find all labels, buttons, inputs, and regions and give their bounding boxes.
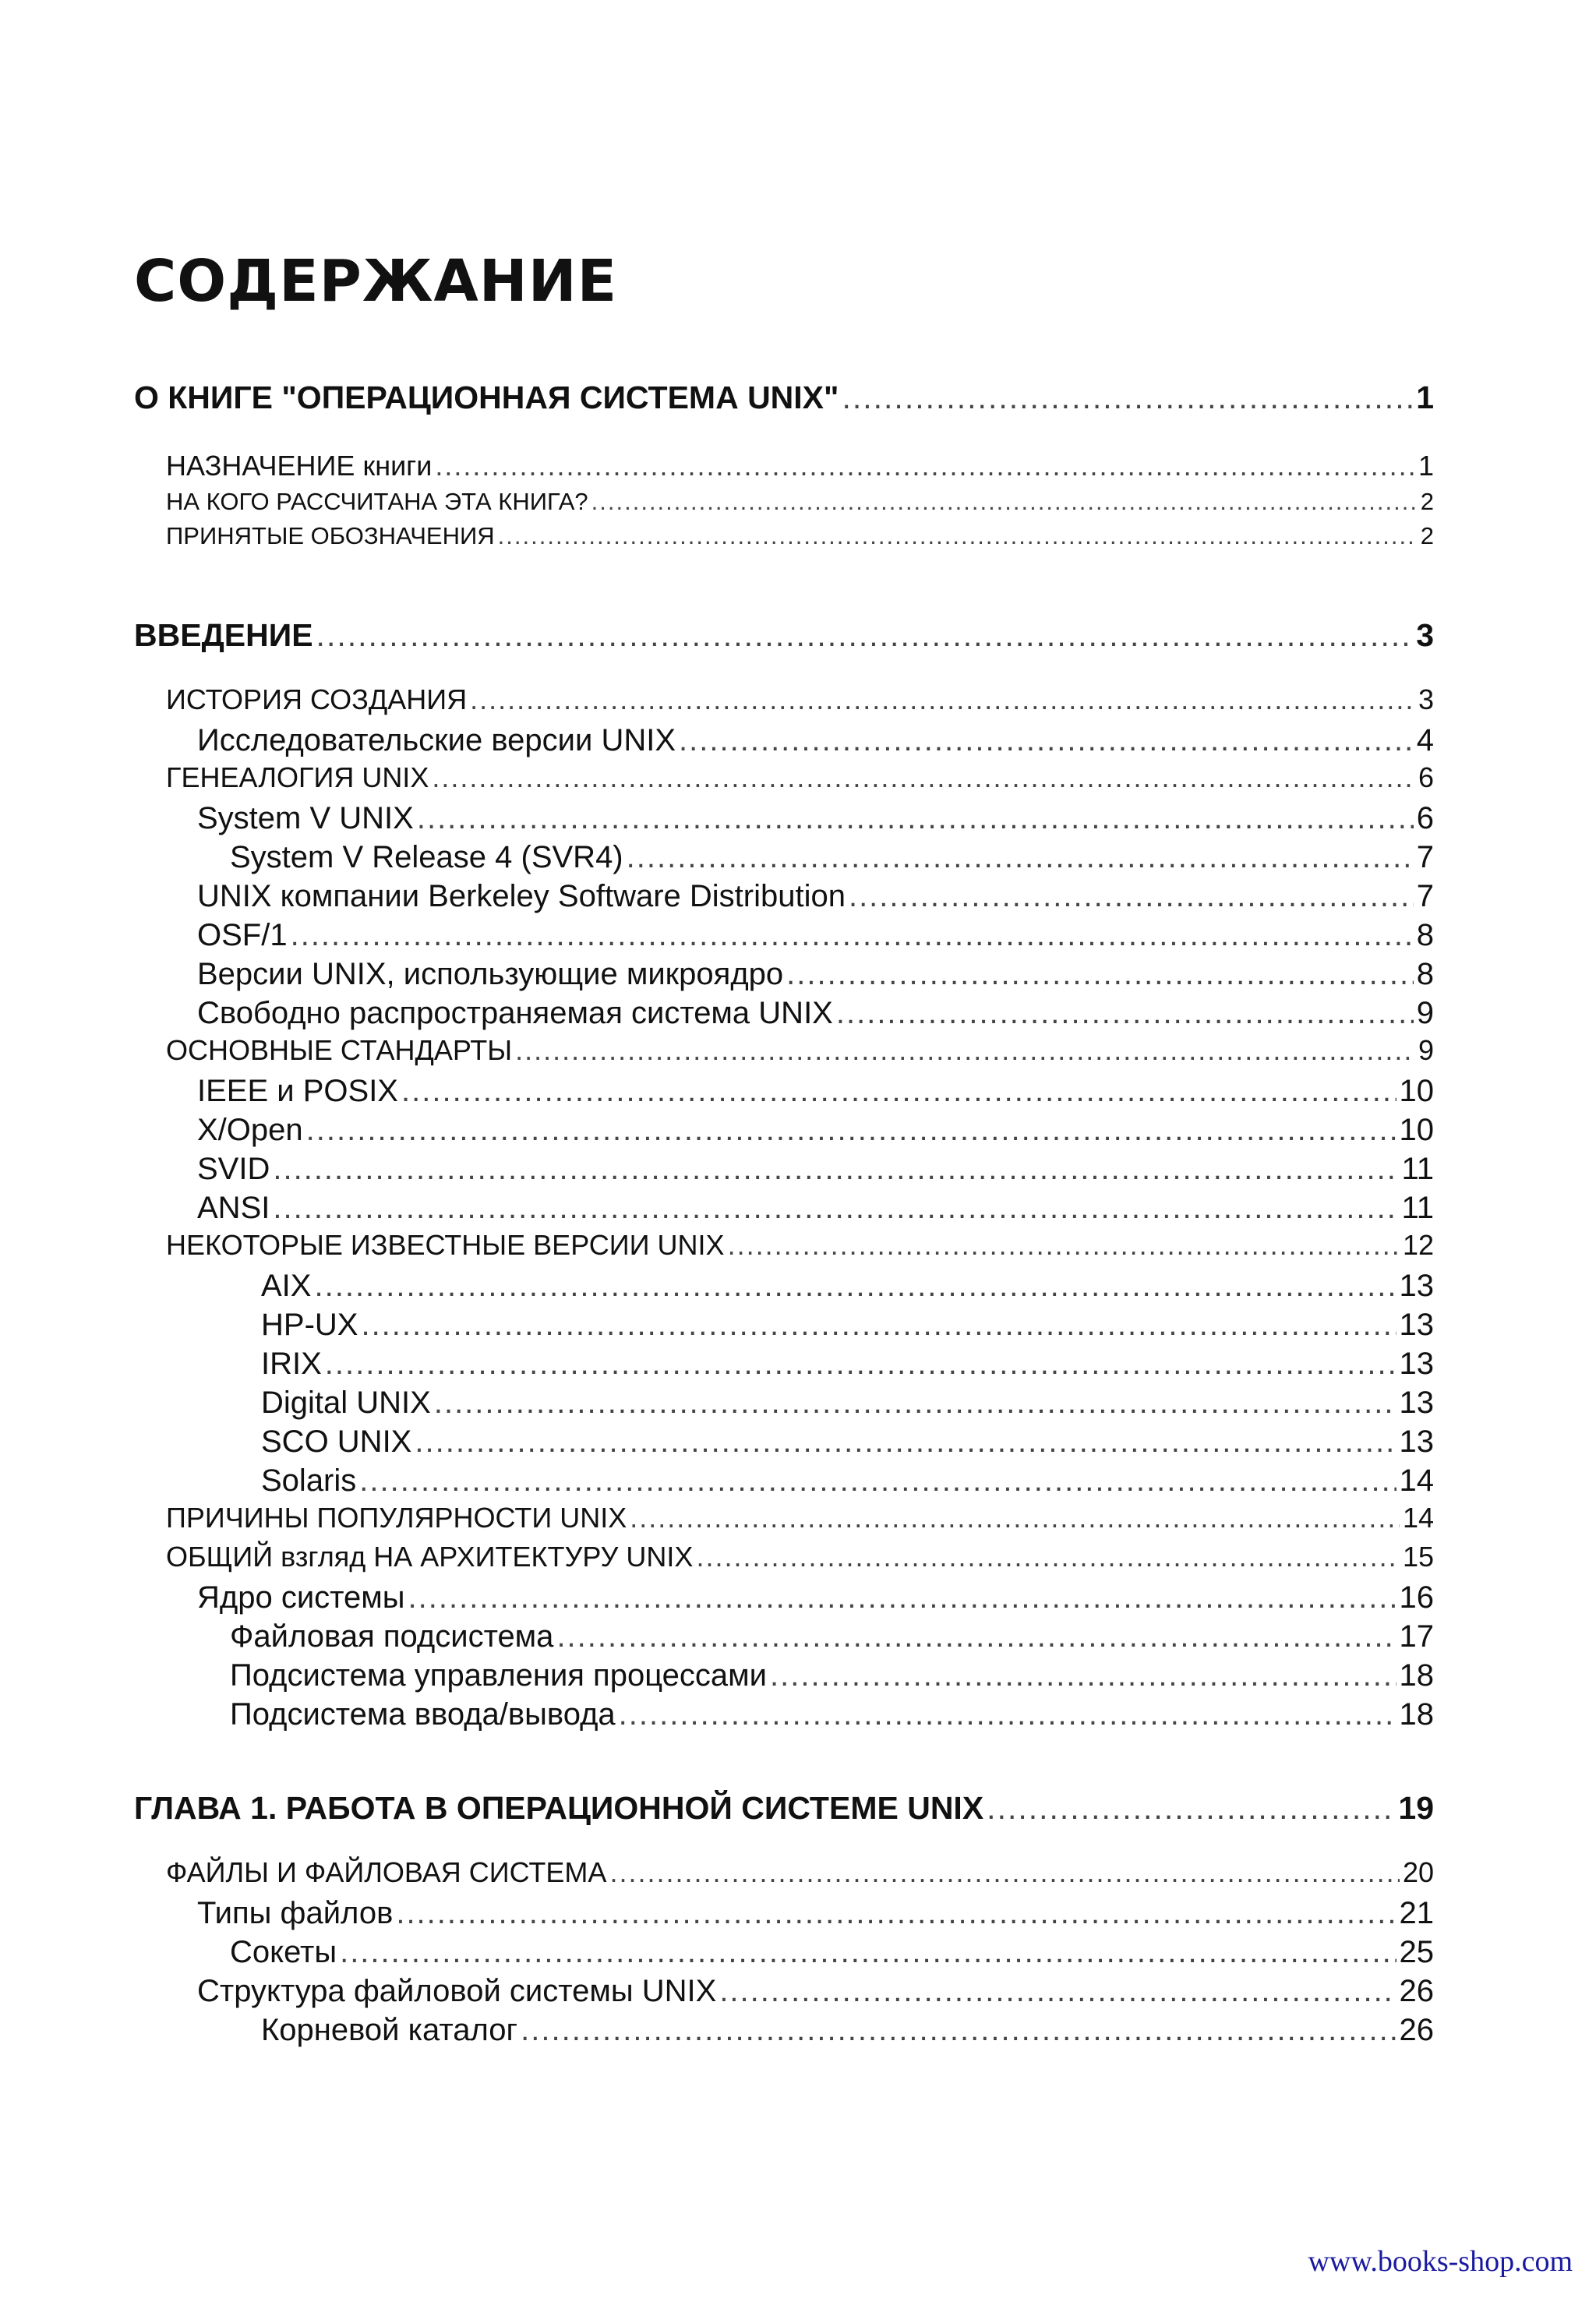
dot-leader	[770, 1660, 1396, 1691]
dot-leader	[401, 1075, 1396, 1107]
toc-entry-page: 7	[1416, 840, 1434, 874]
dot-leader	[306, 1114, 1396, 1146]
toc-chapter-entry[interactable]	[134, 382, 1434, 414]
dot-leader	[619, 1699, 1396, 1730]
dot-leader	[836, 997, 1414, 1029]
dot-leader	[609, 1859, 1400, 1887]
dot-leader	[696, 1543, 1400, 1571]
toc-entry-label: О КНИГЕ "ОПЕРАЦИОННАЯ СИСТЕМА UNIX"	[134, 380, 839, 415]
toc-entry-label: Файловая подсистема	[230, 1619, 554, 1654]
toc-entry-label: ПРИНЯТЫЕ ОБОЗНАЧЕНИЯ	[166, 522, 495, 549]
toc-entry-label: Solaris	[261, 1463, 357, 1498]
toc-entry-page: 1	[1416, 380, 1434, 415]
toc-entry[interactable]	[230, 1660, 1434, 1691]
toc-entry[interactable]	[197, 1114, 1434, 1146]
toc-entry-label: Версии UNIX, использующие микроядро	[197, 957, 784, 991]
dot-leader	[325, 1348, 1396, 1379]
toc-entry-label: ГЛАВА 1. РАБОТА В ОПЕРАЦИОННОЙ СИСТЕМЕ UNIX	[134, 1790, 984, 1826]
toc-entry-label: ВВЕДЕНИЕ	[134, 617, 313, 653]
toc-entry[interactable]	[166, 1036, 1434, 1064]
dot-leader	[316, 620, 1414, 651]
dot-leader	[434, 1387, 1396, 1418]
toc-entry[interactable]	[166, 1543, 1434, 1571]
toc-entry-page: 3	[1418, 683, 1434, 715]
toc-entry[interactable]	[166, 1856, 1434, 1888]
toc-entry[interactable]	[197, 1075, 1434, 1107]
toc-entry-label: AIX	[261, 1269, 312, 1303]
dot-leader	[361, 1309, 1396, 1340]
toc-entry[interactable]	[261, 1426, 1434, 1457]
toc-entry-label: ПРИЧИНЫ ПОПУЛЯРНОСТИ UNIX	[166, 1502, 627, 1534]
toc-entry[interactable]	[197, 920, 1434, 951]
dot-leader	[627, 842, 1414, 873]
toc-entry[interactable]	[261, 1465, 1434, 1496]
dot-leader	[415, 1426, 1396, 1457]
toc-entry-page: 8	[1416, 918, 1434, 952]
dot-leader	[630, 1504, 1400, 1532]
toc-entry[interactable]	[230, 1621, 1434, 1652]
toc-entry-page: 13	[1399, 1425, 1434, 1459]
toc-entry-page: 9	[1416, 996, 1434, 1030]
dot-leader	[849, 881, 1414, 912]
toc-entry-label: Ядро системы	[197, 1580, 405, 1615]
dot-leader	[273, 1192, 1398, 1223]
toc-entry[interactable]	[230, 842, 1434, 873]
toc-entry[interactable]	[261, 1270, 1434, 1301]
toc-entry-page: 13	[1399, 1269, 1434, 1303]
toc-entry[interactable]	[197, 1192, 1434, 1223]
toc-entry-label: ИСТОРИЯ СОЗДАНИЯ	[166, 683, 468, 715]
toc-entry-page: 25	[1399, 1935, 1434, 1969]
toc-entry[interactable]	[261, 1309, 1434, 1340]
dot-leader	[591, 489, 1418, 514]
toc-entry[interactable]	[166, 683, 1434, 715]
toc-entry-label: ОСНОВНЫЕ СТАНДАРТЫ	[166, 1034, 513, 1066]
dot-leader	[432, 764, 1415, 792]
toc-entry-label: IEEE и POSIX	[197, 1074, 398, 1108]
dot-leader	[728, 1231, 1400, 1259]
toc-entry-label: HP-UX	[261, 1308, 358, 1342]
toc-entry[interactable]	[197, 1153, 1434, 1185]
toc-entry[interactable]	[197, 1975, 1434, 2007]
toc-entry[interactable]	[166, 1504, 1434, 1532]
dot-leader	[719, 1975, 1396, 2007]
toc-entry-page: 9	[1418, 1034, 1434, 1066]
toc-entry[interactable]	[197, 997, 1434, 1029]
toc-entry-page: 13	[1399, 1308, 1434, 1342]
toc-entry-label: OSF/1	[197, 918, 288, 952]
dot-leader	[498, 524, 1418, 548]
toc-entry[interactable]	[230, 1937, 1434, 1968]
toc-entry[interactable]	[166, 524, 1434, 548]
dot-leader	[396, 1898, 1396, 1929]
dot-leader	[417, 803, 1414, 834]
toc-entry-page: 13	[1399, 1386, 1434, 1420]
footer-link[interactable]: www.books-shop.com	[1308, 2245, 1573, 2278]
toc-entry-label: ОБЩИЙ взгляд НА АРХИТЕКТУРУ UNIX	[166, 1541, 694, 1573]
toc-entry-page: 10	[1399, 1074, 1434, 1108]
toc-entry-page: 18	[1399, 1658, 1434, 1693]
toc-entry-label: Структура файловой системы UNIX	[197, 1974, 717, 2008]
toc-entry[interactable]	[197, 1582, 1434, 1613]
toc-entry-page: 8	[1416, 957, 1434, 991]
toc-entry-page: 10	[1399, 1113, 1434, 1147]
dot-leader	[521, 2014, 1396, 2046]
toc-entry[interactable]	[197, 725, 1434, 756]
toc-entry[interactable]	[197, 1898, 1434, 1929]
toc-entry-label: SVID	[197, 1152, 270, 1186]
toc-entry-page: 14	[1402, 1502, 1434, 1534]
toc-entry-label: Исследовательские версии UNIX	[197, 723, 676, 757]
toc-entry[interactable]	[197, 881, 1434, 912]
toc-entry[interactable]	[261, 2014, 1434, 2046]
toc-entry-page: 11	[1401, 1191, 1434, 1225]
toc-entry-page: 19	[1398, 1790, 1434, 1826]
toc-entry-label: Типы файлов	[197, 1896, 394, 1930]
toc-entry-page: 18	[1399, 1697, 1434, 1732]
toc-entry-page: 13	[1399, 1347, 1434, 1381]
toc-entry[interactable]	[166, 761, 1434, 793]
toc-entry-page: 7	[1416, 879, 1434, 913]
toc-entry-page: 6	[1418, 761, 1434, 793]
toc-entry-label: Подсистема ввода/вывода	[230, 1697, 616, 1732]
toc-entry-label: НА КОГО РАССЧИТАНА ЭТА КНИГА?	[166, 488, 588, 515]
toc-entry-label: Сокеты	[230, 1935, 337, 1969]
dot-leader	[408, 1582, 1396, 1613]
toc-entry-page: 6	[1416, 801, 1434, 835]
toc-entry-page: 17	[1399, 1619, 1434, 1654]
toc-entry-page: 20	[1402, 1856, 1434, 1888]
toc-entry-label: НЕКОТОРЫЕ ИЗВЕСТНЫЕ ВЕРСИИ UNIX	[166, 1229, 725, 1261]
toc-entry-page: 1	[1418, 450, 1434, 482]
toc-entry-label: UNIX компании Berkeley Software Distribution	[197, 879, 846, 913]
toc-entry-page: 16	[1399, 1580, 1434, 1615]
toc-entry-page: 4	[1416, 723, 1434, 757]
dot-leader	[314, 1270, 1396, 1301]
toc-entry-label: System V Release 4 (SVR4)	[230, 840, 623, 874]
toc-entry-label: Digital UNIX	[261, 1386, 431, 1420]
dot-leader	[679, 725, 1414, 756]
toc-entry-page: 3	[1416, 617, 1434, 653]
toc-entry[interactable]	[166, 489, 1434, 514]
dot-leader	[435, 452, 1415, 480]
toc-entry-page: 21	[1399, 1896, 1434, 1930]
toc-entry[interactable]	[197, 959, 1434, 990]
toc-entry-page: 26	[1399, 1974, 1434, 2008]
toc-entry-page: 26	[1399, 2013, 1434, 2047]
toc-chapter-entry[interactable]	[134, 617, 1434, 653]
dot-leader	[340, 1937, 1396, 1968]
page-title: СОДЕРЖАНИЕ	[134, 248, 618, 315]
toc-entry-label: IRIX	[261, 1347, 322, 1381]
dot-leader	[273, 1153, 1398, 1185]
toc-entry-label: System V UNIX	[197, 801, 414, 835]
toc-entry[interactable]	[261, 1387, 1434, 1418]
toc-entry-page: 2	[1420, 522, 1434, 549]
toc-entry-page: 14	[1399, 1463, 1434, 1498]
toc-entry[interactable]	[261, 1348, 1434, 1379]
dot-leader	[515, 1036, 1415, 1064]
toc-entry[interactable]	[197, 803, 1434, 834]
toc-entry-label: Подсистема управления процессами	[230, 1658, 768, 1693]
toc-entry-label: SCO UNIX	[261, 1425, 412, 1459]
toc-entry-label: X/Open	[197, 1113, 303, 1147]
toc-entry-page: 12	[1402, 1229, 1434, 1261]
toc-entry[interactable]	[166, 1231, 1434, 1259]
toc-entry-page: 2	[1420, 488, 1434, 515]
toc-entry-label: Корневой каталог	[261, 2013, 518, 2047]
dot-leader	[842, 382, 1413, 414]
dot-leader	[359, 1465, 1396, 1496]
dot-leader	[470, 686, 1415, 714]
toc-entry-label: ANSI	[197, 1191, 270, 1225]
toc-entry-page: 11	[1401, 1152, 1434, 1186]
toc-entry-label: НАЗНАЧЕНИЕ книги	[166, 450, 433, 482]
dot-leader	[987, 1792, 1395, 1824]
dot-leader	[786, 959, 1414, 990]
toc-entry[interactable]	[230, 1699, 1434, 1730]
toc-entry[interactable]	[166, 452, 1434, 480]
toc-entry-label: ФАЙЛЫ И ФАЙЛОВАЯ СИСТЕМА	[166, 1856, 607, 1888]
dot-leader	[556, 1621, 1396, 1652]
toc-chapter-entry[interactable]	[134, 1792, 1434, 1824]
toc-entry-page: 15	[1402, 1541, 1434, 1573]
toc-entry-label: ГЕНЕАЛОГИЯ UNIX	[166, 761, 429, 793]
toc-entry-label: Свободно распространяемая система UNIX	[197, 996, 833, 1030]
dot-leader	[291, 920, 1414, 951]
